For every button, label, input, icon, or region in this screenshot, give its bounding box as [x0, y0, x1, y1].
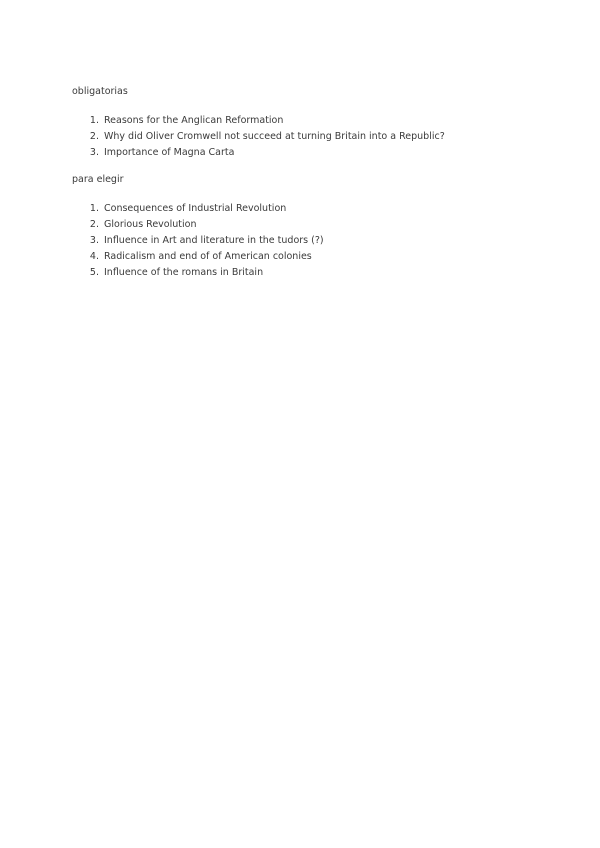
list-item-number: 2. [89, 219, 99, 230]
list-item [72, 233, 324, 249]
list-item-number: 5. [89, 267, 99, 278]
list-item [72, 145, 445, 161]
obligatorias-list [72, 113, 445, 161]
list-item-number: 3. [89, 235, 99, 246]
list-item [72, 265, 324, 281]
list-item-number: 2. [89, 131, 99, 142]
list-item-text: Reasons for the Anglican Reformation [104, 115, 284, 126]
list-item-text: Why did Oliver Cromwell not succeed at turning Britain into a Republic? [104, 131, 445, 142]
list-item-text: Importance of Magna Carta [104, 147, 235, 158]
para-elegir-list [72, 201, 324, 281]
list-item-text: Consequences of Industrial Revolution [104, 203, 287, 214]
list-item [72, 217, 324, 233]
list-item-number: 1. [89, 203, 99, 214]
section-heading-obligatorias: obligatorias [72, 86, 128, 97]
list-item [72, 113, 445, 129]
list-item [72, 129, 445, 145]
list-item-number: 1. [89, 115, 99, 126]
list-item-number: 3. [89, 147, 99, 158]
list-item [72, 249, 324, 265]
list-item-number: 4. [89, 251, 99, 262]
list-item [72, 201, 324, 217]
list-item-text: Influence of the romans in Britain [104, 267, 264, 278]
list-item-text: Glorious Revolution [104, 219, 197, 230]
list-item-text: Radicalism and end of of American colonies [104, 251, 312, 262]
section-heading-para-elegir: para elegir [72, 174, 124, 185]
list-item-text: Influence in Art and literature in the tudors (?) [104, 235, 324, 246]
